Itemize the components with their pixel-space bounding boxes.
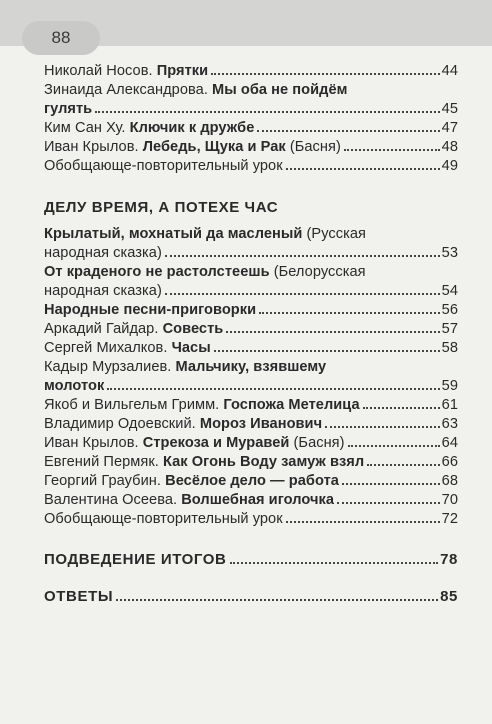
leader-dots xyxy=(116,599,438,601)
toc-entry[interactable] xyxy=(44,119,458,138)
toc-text xyxy=(44,282,162,301)
answers-entry[interactable] xyxy=(44,588,458,605)
toc-line xyxy=(44,263,458,282)
toc-text xyxy=(44,434,345,453)
summary-entry[interactable] xyxy=(44,551,458,568)
toc-line xyxy=(44,434,458,453)
toc-text xyxy=(44,263,366,282)
toc-text xyxy=(44,472,339,491)
toc-text xyxy=(44,358,326,377)
toc-line xyxy=(44,225,458,244)
toc-author: Кадыр Мурзалиев. xyxy=(44,359,176,375)
toc-author: Зинаида Александрова. xyxy=(44,82,213,98)
toc-author: Аркадий Гайдар. xyxy=(44,321,163,337)
toc-title: Как Огонь Воду замуж взял xyxy=(162,454,365,470)
leader-dots xyxy=(165,255,440,257)
answers-title: ОТВЕТЫ xyxy=(44,588,114,605)
toc-title: Совесть xyxy=(162,321,224,337)
toc-entry[interactable] xyxy=(44,225,458,263)
toc-entry[interactable] xyxy=(44,510,458,529)
toc-text xyxy=(44,81,347,100)
toc-line xyxy=(44,377,458,396)
toc-line xyxy=(44,81,458,100)
leader-dots xyxy=(286,168,440,170)
toc-entry[interactable] xyxy=(44,81,458,119)
toc-text xyxy=(44,453,364,472)
toc-author: Обобщающе-повторительный урок xyxy=(44,158,283,174)
toc-page-number: 59 xyxy=(441,378,458,394)
leader-dots xyxy=(342,483,440,485)
toc-author: Обобщающе-повторительный урок xyxy=(44,511,283,527)
toc-author: Иван Крылов. xyxy=(44,435,143,451)
leader-dots xyxy=(363,407,440,409)
toc-entry[interactable] xyxy=(44,358,458,396)
toc-author: Валентина Осеева. xyxy=(44,492,182,508)
toc-entry[interactable] xyxy=(44,339,458,358)
toc-page-number: 53 xyxy=(441,245,458,261)
toc-title: Ключик к дружбе xyxy=(129,120,255,136)
toc-author: Ким Сан Ху. xyxy=(44,120,130,136)
toc-author: Евгений Пермяк. xyxy=(44,454,163,470)
leader-dots xyxy=(230,562,439,564)
toc-text xyxy=(44,415,322,434)
toc-title: Мальчику, взявшему xyxy=(175,359,327,375)
toc-page-number: 45 xyxy=(441,101,458,117)
leader-dots xyxy=(214,350,440,352)
page-number: 88 xyxy=(22,21,100,55)
toc-line xyxy=(44,358,458,377)
toc-entry[interactable] xyxy=(44,157,458,176)
toc-note: (Белорусская xyxy=(269,264,366,280)
toc-author: Иван Крылов. xyxy=(44,139,143,155)
answers-page: 85 xyxy=(440,588,458,605)
toc-title: молоток xyxy=(44,378,105,394)
toc-text xyxy=(44,62,208,81)
toc-author: Владимир Одоевский. xyxy=(44,416,200,432)
toc-text xyxy=(44,301,256,320)
toc-text xyxy=(44,157,283,176)
toc-line xyxy=(44,339,458,358)
toc-text xyxy=(44,377,104,396)
section-title: ДЕЛУ ВРЕМЯ, А ПОТЕХЕ ЧАС xyxy=(44,199,279,216)
toc-title: От краденого не растолстеешь xyxy=(44,264,270,280)
leader-dots xyxy=(367,464,440,466)
toc-page-number: 63 xyxy=(441,416,458,432)
toc-entry[interactable] xyxy=(44,301,458,320)
toc-page-number: 48 xyxy=(441,139,458,155)
toc-line xyxy=(44,510,458,529)
leader-dots xyxy=(257,130,439,132)
toc-text xyxy=(44,100,92,119)
toc-line xyxy=(44,119,458,138)
toc-line xyxy=(44,244,458,263)
toc-page-number: 57 xyxy=(441,321,458,337)
toc-text xyxy=(44,138,341,157)
toc-line xyxy=(44,100,458,119)
toc-line xyxy=(44,157,458,176)
toc-page-number: 66 xyxy=(441,454,458,470)
toc-page-number: 47 xyxy=(441,120,458,136)
toc-page-number: 68 xyxy=(441,473,458,489)
toc-text xyxy=(44,244,162,263)
leader-dots xyxy=(165,293,440,295)
toc-page-number: 49 xyxy=(441,158,458,174)
toc-page-number: 44 xyxy=(441,63,458,79)
toc-text xyxy=(44,225,366,244)
toc-title: Мороз Иванович xyxy=(199,416,323,432)
leader-dots xyxy=(348,445,440,447)
summary-title: ПОДВЕДЕНИЕ ИТОГОВ xyxy=(44,551,227,568)
toc-entry[interactable] xyxy=(44,320,458,339)
toc-title: Крылатый, мохнатый да масленый xyxy=(44,226,303,242)
toc-note: народная сказка) xyxy=(44,283,162,299)
toc-entry[interactable] xyxy=(44,396,458,415)
toc-page-number: 70 xyxy=(441,492,458,508)
leader-dots xyxy=(211,73,439,75)
toc-title: Народные песни-приговорки xyxy=(44,302,257,318)
toc-group-2 xyxy=(44,225,458,529)
toc-entry[interactable] xyxy=(44,491,458,510)
toc-page-number: 64 xyxy=(441,435,458,451)
toc-text xyxy=(44,396,360,415)
toc-title: Госпожа Метелица xyxy=(223,397,360,413)
toc-title: гулять xyxy=(44,101,93,117)
toc-entry[interactable] xyxy=(44,453,458,472)
toc-title: Лебедь, Щука и Рак xyxy=(142,139,286,155)
toc-page-number: 54 xyxy=(441,283,458,299)
toc-author: Сергей Михалков. xyxy=(44,340,172,356)
toc-line xyxy=(44,320,458,339)
toc-note: (Басня) xyxy=(289,435,345,451)
toc-author: Георгий Граубин. xyxy=(44,473,166,489)
toc-line xyxy=(44,396,458,415)
toc-title: Прятки xyxy=(156,63,209,79)
toc-line xyxy=(44,415,458,434)
toc-text xyxy=(44,510,283,529)
leader-dots xyxy=(95,111,439,113)
toc-line xyxy=(44,138,458,157)
toc-line xyxy=(44,491,458,510)
toc-title: Волшебная иголочка xyxy=(181,492,334,508)
toc-text xyxy=(44,320,223,339)
leader-dots xyxy=(344,149,440,151)
toc-title: Часы xyxy=(171,340,211,356)
toc-text xyxy=(44,119,254,138)
toc-line xyxy=(44,62,458,81)
toc-line xyxy=(44,301,458,320)
toc-entry[interactable] xyxy=(44,472,458,491)
toc-line xyxy=(44,472,458,491)
toc-text xyxy=(44,339,211,358)
leader-dots xyxy=(325,426,440,428)
toc-page-number: 58 xyxy=(441,340,458,356)
toc-note: (Басня) xyxy=(285,139,341,155)
toc-title: Весёлое дело — работа xyxy=(165,473,339,489)
toc-entry[interactable] xyxy=(44,434,458,453)
toc-title: Стрекоза и Муравей xyxy=(142,435,290,451)
toc-title: Мы оба не пойдём xyxy=(212,82,348,98)
toc-line xyxy=(44,453,458,472)
toc-note: народная сказка) xyxy=(44,245,162,261)
toc-page-number: 56 xyxy=(441,302,458,318)
toc-text xyxy=(44,491,334,510)
leader-dots xyxy=(337,502,440,504)
toc-author: Якоб и Вильгельм Гримм. xyxy=(44,397,224,413)
toc-group-1 xyxy=(44,62,458,176)
summary-page: 78 xyxy=(440,551,458,568)
toc-note: (Русская xyxy=(302,226,366,242)
leader-dots xyxy=(286,521,440,523)
toc-page-number: 72 xyxy=(441,511,458,527)
toc-line xyxy=(44,282,458,301)
toc-author: Николай Носов. xyxy=(44,63,157,79)
leader-dots xyxy=(107,388,439,390)
toc-entry[interactable] xyxy=(44,62,458,81)
table-of-contents xyxy=(44,62,458,605)
toc-entry[interactable] xyxy=(44,263,458,301)
leader-dots xyxy=(226,331,439,333)
toc-page-number: 61 xyxy=(441,397,458,413)
toc-entry[interactable] xyxy=(44,415,458,434)
toc-entry[interactable] xyxy=(44,138,458,157)
leader-dots xyxy=(259,312,440,314)
